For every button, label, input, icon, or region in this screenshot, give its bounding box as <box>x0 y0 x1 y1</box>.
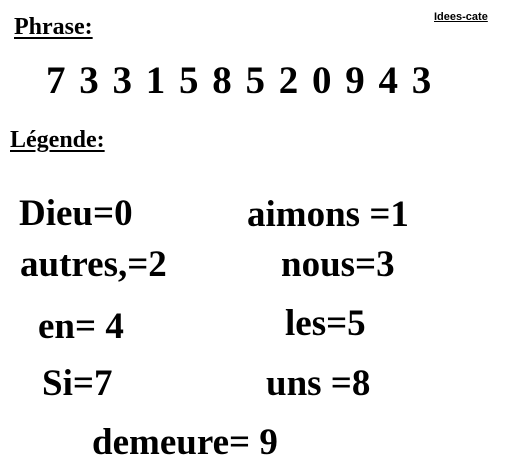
legend-entry-autres: autres,=2 <box>20 244 167 285</box>
legend-entry-les: les=5 <box>285 303 366 344</box>
legend-heading: Légende: <box>10 127 105 153</box>
legend-entry-si: Si=7 <box>42 363 113 404</box>
legend-entry-demeure: demeure= 9 <box>92 422 278 463</box>
legend-entry-nous: nous=3 <box>281 244 395 285</box>
legend-entry-uns: uns =8 <box>266 363 371 404</box>
legend-entry-en: en= 4 <box>38 306 124 347</box>
code-sequence: 7 3 3 1 5 8 5 2 0 9 4 3 <box>46 59 432 102</box>
legend-entry-dieu: Dieu=0 <box>19 193 133 234</box>
phrase-heading: Phrase: <box>14 14 93 40</box>
source-label: Idees-cate <box>434 11 488 23</box>
legend-entry-aimons: aimons =1 <box>247 194 409 235</box>
